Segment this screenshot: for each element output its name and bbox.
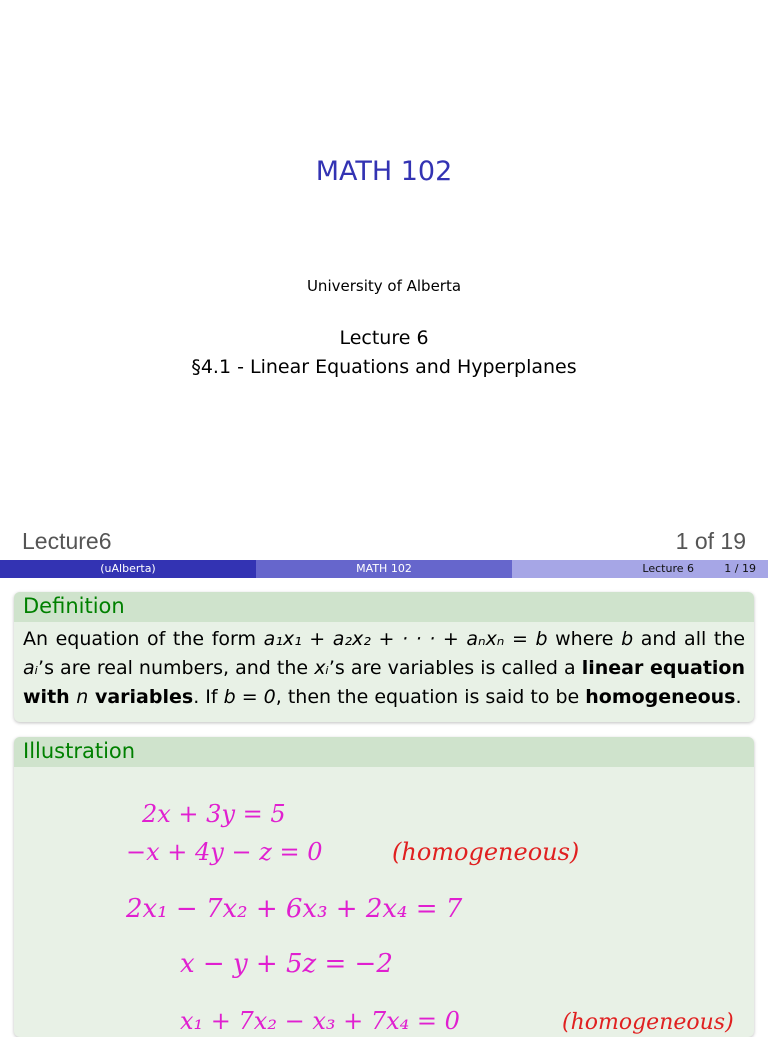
definition-heading: Definition <box>14 592 754 622</box>
illustration-block <box>14 737 754 1037</box>
def-text: and all the <box>633 628 746 650</box>
def-var-b: b <box>621 628 634 650</box>
def-text: . If <box>193 686 224 708</box>
hw-note-2: (homogeneous) <box>392 838 580 866</box>
lecture-number: Lecture 6 <box>339 327 429 349</box>
footline-page: 1 / 19 <box>724 562 756 575</box>
def-var-ai: aᵢ <box>23 657 39 679</box>
def-term: variables <box>88 686 194 708</box>
def-term: homogeneous <box>585 686 736 708</box>
definition-text <box>14 622 754 712</box>
def-text: . <box>735 686 742 708</box>
illustration-heading: Illustration <box>14 737 754 767</box>
def-var-n: n <box>76 686 89 708</box>
hw-equation-4: x − y + 5z = −2 <box>180 949 393 979</box>
footline-author: (uAlberta) <box>0 560 256 578</box>
page-counter: 1 of 19 <box>675 528 746 554</box>
def-text: ’s are variables is called a <box>328 657 582 679</box>
slide-title: MATH 102 <box>315 156 453 187</box>
footline-right <box>512 560 768 578</box>
def-text: where <box>547 628 622 650</box>
def-var-xi: xᵢ <box>314 657 329 679</box>
slide-footline <box>0 560 768 578</box>
def-text: , then the equation is said to be <box>275 686 586 708</box>
hw-equation-5: x₁ + 7x₂ − x₃ + 7x₄ = 0 <box>180 1007 460 1035</box>
lecture-topic: §4.1 - Linear Equations and Hyperplanes <box>191 356 577 378</box>
def-term: linear equation with <box>23 657 745 708</box>
handwritten-equations <box>14 767 754 1037</box>
def-condition: b = 0 <box>223 686 276 708</box>
hw-equation-3: 2x₁ − 7x₂ + 6x₃ + 2x₄ = 7 <box>126 894 463 924</box>
definition-block <box>14 592 754 722</box>
def-text: ’s are real numbers, and the <box>38 657 315 679</box>
footline-lecture: Lecture 6 <box>642 562 694 575</box>
def-formula: a₁x₁ + a₂x₂ + · · · + aₙxₙ = b <box>263 628 548 650</box>
hw-equation-2: −x + 4y − z = 0 <box>126 838 323 866</box>
def-text: An equation of the form <box>23 628 264 650</box>
institute-name: University of Alberta <box>306 277 462 295</box>
footline-title: MATH 102 <box>256 560 512 578</box>
document-label: Lecture6 <box>22 528 112 554</box>
hw-equation-1: 2x + 3y = 5 <box>142 800 286 828</box>
hw-note-5: (homogeneous) <box>562 1010 734 1035</box>
